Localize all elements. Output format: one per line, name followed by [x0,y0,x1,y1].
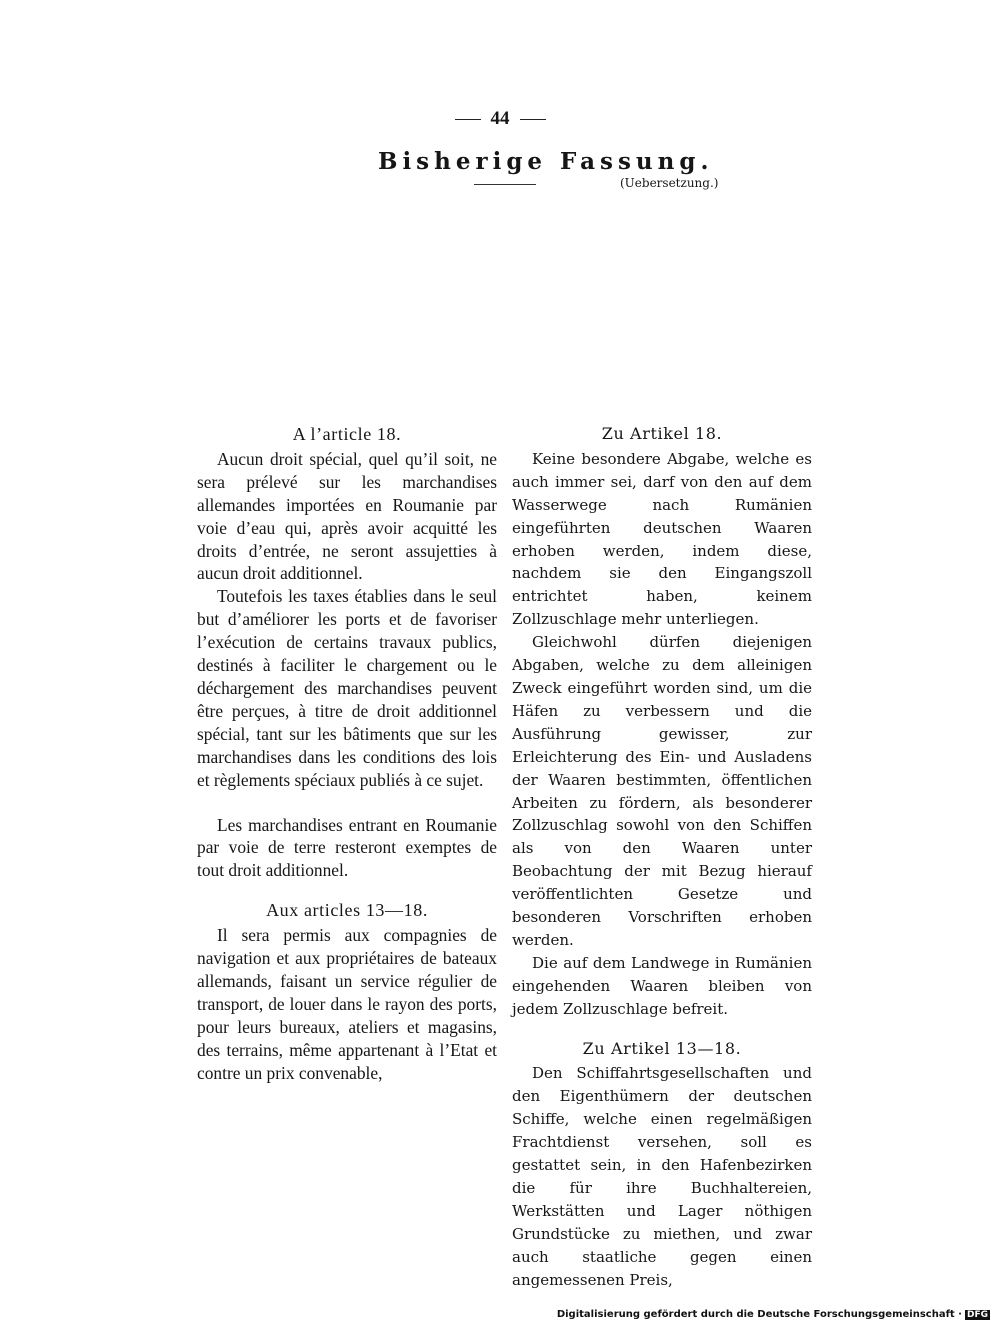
dash-right [520,119,546,120]
german-section1-para3: Die auf dem Landwege in Rumänien eingehenden Waaren bleiben von jedem Zollzuschlage befreit. [512,953,812,1018]
footer-text: Digitalisierung gefördert durch die Deutsche Forschungsgemeinschaft · [556,1309,962,1320]
page-number [0,108,1000,130]
spacer [512,1021,812,1038]
footer-credit [557,1309,990,1320]
french-section1-title: A l’article 18. [292,424,402,444]
dash-left [455,119,481,120]
spacer [197,882,497,899]
german-section1-title: Zu Artikel 18. [601,424,723,443]
german-column [512,423,812,1292]
french-section1-para2: Toutefois les taxes établies dans le seul but d’améliorer les ports et de favoriser l’exécution de certains travaux publics, destinés à faciliter le chargement ou le déchargement des marchandises peuvent être perçues, à titre de droit additionnel spécial, tant sur les bâtiments que sur les marchandises dans les conditions des lois et règlements spéciaux publiés à ce sujet. [197,586,497,790]
german-section2-para1: Den Schiffahrtsgesellschaften und den Eigenthümern der deutschen Schiffe, welche einen regelmäßigen Frachtdienst versehen, soll es gestattet sein, in den Hafenbezirken die für ihre Buchhaltereien, Werkstätten und Lager nöthigen Grundstücke zu miethen, und zwar auch staatliche gegen einen angemessenen Preis, [512,1064,812,1289]
french-section1-para3: Les marchandises entrant en Roumanie par voie de terre resteront exemptes de tout droit additionnel. [197,814,497,881]
french-section2-para1: Il sera permis aux compagnies de navigation et aux propriétaires de bateaux allemands, faisant un service régulier de transport, de louer dans le rayon des ports, pour leurs bureaux, ateliers et magasins, des terrains, même appartenant à l’Etat et contre un prix convenable, [197,925,497,1083]
german-section1-para2: Gleichwohl dürfen diejenigen Abgaben, welche zu dem alleinigen Zweck eingeführt worden sind, um die Häfen zu verbessern und die Ausführung gewisser, zur Erleichterung des Ein- und Ausladens der Waaren bestimmten, öffentlichen Arbeiten zu fördern, als besonderer Zollzuschlag sowohl von den Schiffen als von den Waaren unter Beobachtung der mit Bezug hierauf veröffentlichten Gesetze und besonderen Vorschriften erhoben werden. [512,633,812,949]
spacer [197,792,497,814]
french-section1-para1: Aucun droit spécial, quel qu’il soit, ne sera prélevé sur les marchandises allemandes importées en Roumanie par voie d’eau qui, après avoir acquitté les droits d’entrée, ne seront assujetties à aucun droit additionnel. [197,448,497,584]
french-column [197,423,497,1084]
french-section2-title: Aux articles 13—18. [266,900,428,921]
german-section2-title: Zu Artikel 13—18. [582,1038,742,1058]
page-heading: Bisherige Fassung. [378,148,714,175]
german-section1-para1: Keine besondere Abgabe, welche es auch immer sei, darf von den auf dem Wasserwege nach Rumänien eingeführten deutschen Waaren erhoben werden, indem diese, nachdem sie den Eingangszoll entrichtet haben, keinem Zollzuschlage mehr unterliegen. [512,449,812,629]
dfg-logo-icon: DFG [966,1310,988,1320]
page-number-text: 44 [490,108,510,129]
page-subheading: (Uebersetzung.) [620,176,719,190]
heading-rule [474,184,536,185]
